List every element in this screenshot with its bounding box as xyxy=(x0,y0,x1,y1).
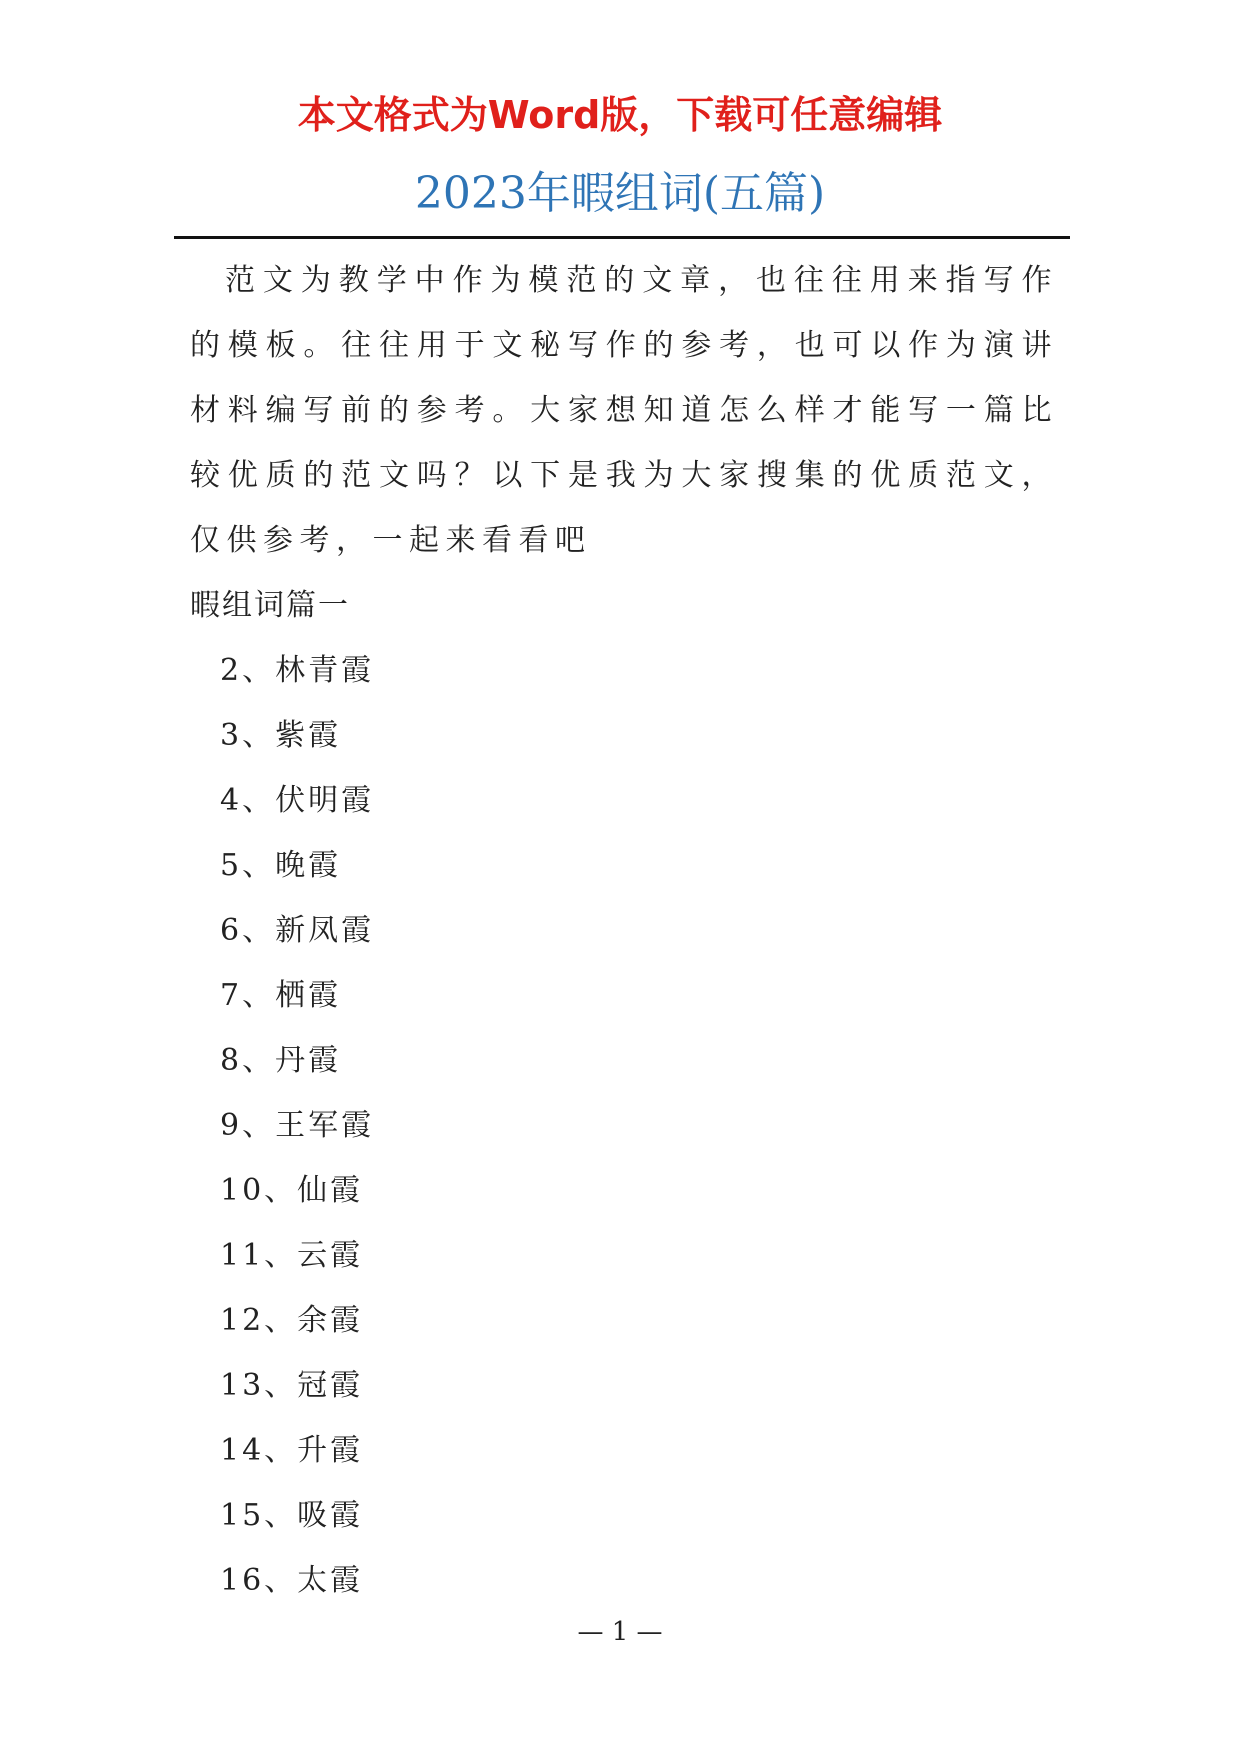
list-item: 9、王军霞 xyxy=(220,1108,375,1143)
list-item: 16、太霞 xyxy=(220,1563,364,1598)
list-item: 13、冠霞 xyxy=(220,1368,364,1403)
list-item: 15、吸霞 xyxy=(220,1498,364,1533)
intro-paragraph: 范文为教学中作为模范的文章，也往往用来指写作的模板。往往用于文秘写作的参考，也可以作为演讲材料编写前的参考。大家想知道怎么样才能写一篇比较优质的范文吗？以下是我为大家搜集的优质范文，仅供参考，一起来看看吧 xyxy=(190,263,1058,558)
list-item: 4、伏明霞 xyxy=(220,783,375,818)
list-item: 12、余霞 xyxy=(220,1303,364,1338)
list-item: 6、新凤霞 xyxy=(220,913,375,948)
title-divider xyxy=(174,236,1070,239)
list-item: 14、升霞 xyxy=(220,1433,364,1468)
page-title: 2023年暇组词(五篇) xyxy=(414,168,826,219)
list-item: 2、林青霞 xyxy=(220,653,375,688)
word-list xyxy=(220,638,374,1613)
list-item: 8、丹霞 xyxy=(220,1043,342,1078)
list-item: 10、仙霞 xyxy=(220,1173,364,1208)
list-item: 7、栖霞 xyxy=(220,978,342,1013)
section-heading: 暇组词篇一 xyxy=(190,588,350,623)
format-banner: 本文格式为Word版，下载可任意编辑 xyxy=(297,93,943,137)
list-item: 3、紫霞 xyxy=(220,718,342,753)
list-item: 11、云霞 xyxy=(220,1238,364,1273)
page-number: — 1 — xyxy=(577,1617,663,1647)
list-item: 5、晚霞 xyxy=(220,848,342,883)
